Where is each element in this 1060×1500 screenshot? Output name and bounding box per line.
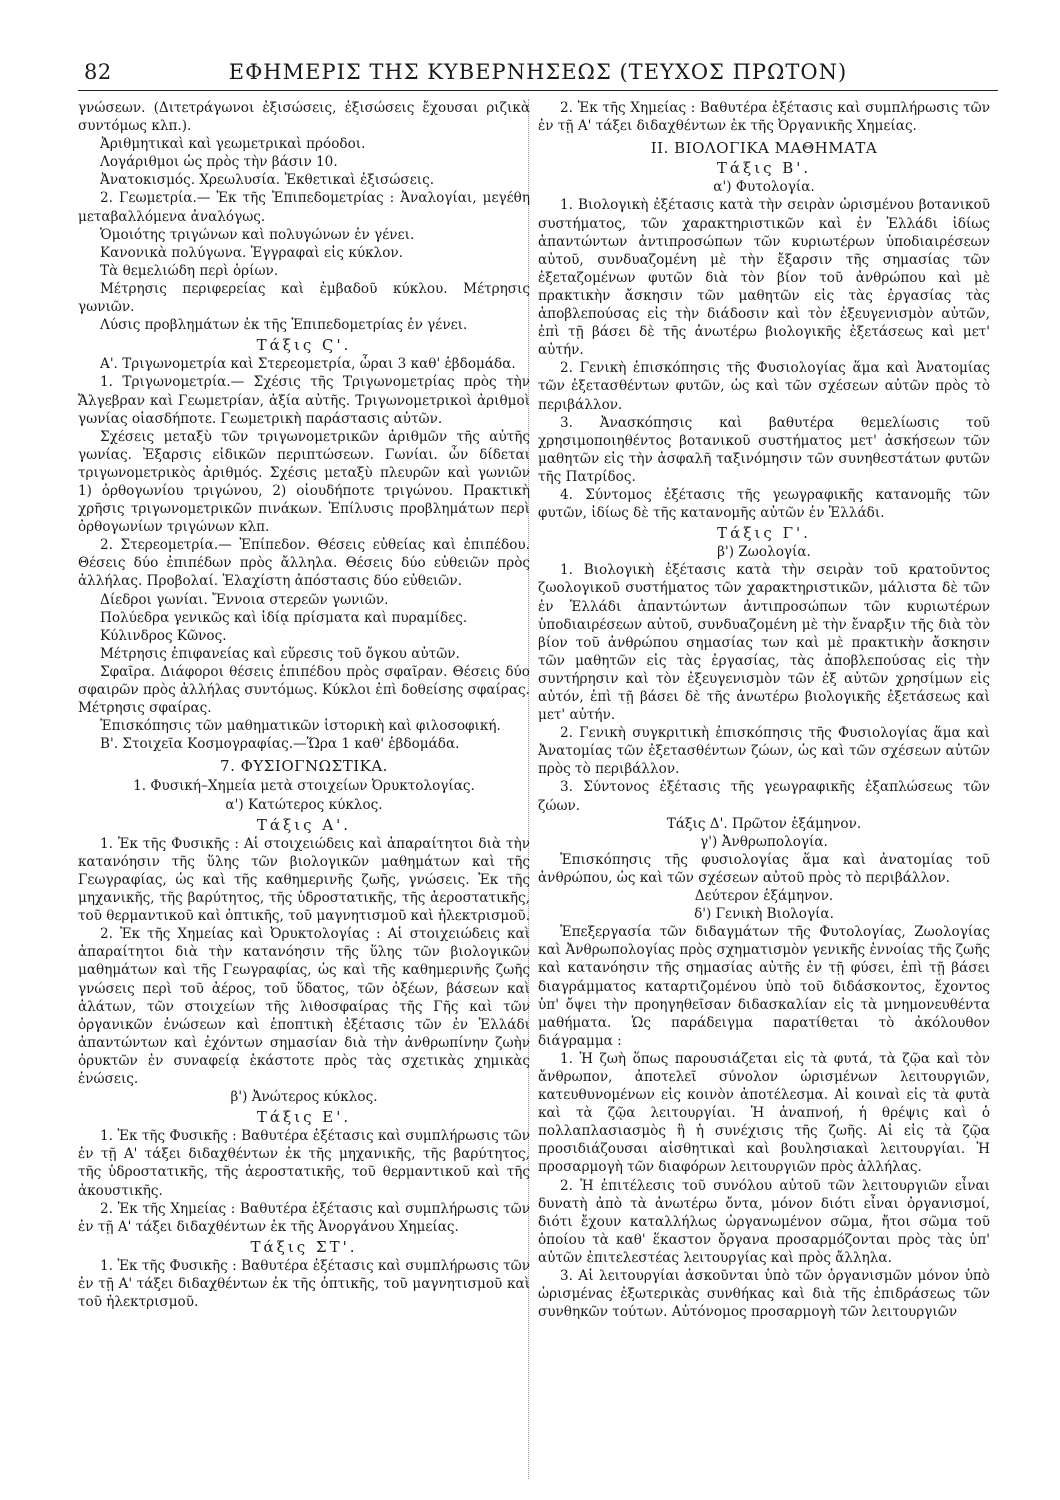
subject-heading: γ') Ἀνθρωπολογία. [700,833,828,850]
paragraph: 1. Βιολογικὴ ἐξέτασις κατὰ τὴν σειρὰν τοῦ κρατοῦντος ζωολογικοῦ συστήματος τῶν χαρακτηριστικῶν, μάλιστα δὲ τῶν ἐν Ἑλλάδι ἀπαντώντων ἀντιπροσώπων τῶν κυριωτέρων ὑποδιαιρέσεων αὐτοῦ, συνδυαζομένη μὲ τὴν ἔναρξιν τῆς διὰ τὸν βίον τοῦ ἀνθρώπου σημασίας των καὶ μὲ πρακτικὴν ἄσκησιν τῶν μαθητῶν εἰς τὰς ἐργασίας, τὰς ἀποβλεπούσας εἰς τὴν συντήρησιν καὶ τὸν ἐξευγενισμὸν τῶν ἐξ αὐτῶν χρησίμων εἰς αὐτόν, ἐπὶ τῇ βάσει δὲ τῆς ἀνωτέρω βιολογικῆς ἐξετάσεως καὶ μετ' αὐτήν. [538,562,990,724]
class-heading: Τάξις Γ'. [717,524,811,543]
paragraph: Τὰ θεμελιώδη περὶ ὁρίων. [100,262,279,279]
paragraph: Κύλινδρος Κῶνος. [100,627,227,644]
paragraph: Ἐπισκόπησις τῶν μαθηματικῶν ἱστορικὴ καὶ φιλοσοφική. [100,718,501,735]
paragraph: Α'. Τριγωνομετρία καὶ Στερεομετρία, ὧραι 3 καθ' ἑβδομάδα. [100,356,516,373]
paragraph: Β'. Στοιχεῖα Κοσμογραφίας.—Ὥρα 1 καθ' ἑβδομάδα. [100,736,460,753]
paragraph: Ἀριθμητικαὶ καὶ γεωμετρικαὶ πρόοδοι. [100,136,366,153]
subsection-heading: 1. Φυσική–Χημεία μετὰ στοιχείων Ὀρυκτολογίας. [133,778,475,795]
paragraph: 1. Ἐκ τῆς Φυσικῆς : Βαθυτέρα ἐξέτασις καὶ συμπλήρωσις τῶν ἐν τῇ Α' τάξει διδαχθέντων ἐκ τῆς μηχανικῆς, τῆς βαρύτητος, τῆς ὑδροστατικῆς, τῆς ἀεροστατικῆς, τοῦ θερμαντικοῦ καὶ τῆς ἀκουστικῆς. [78,1128,530,1199]
paragraph: γνώσεων. (Διτετράγωνοι ἐξισώσεις, ἐξισώσεις ἔχουσαι ριζικὰ συντόμως κλπ.). [78,100,530,135]
paragraph: 3. Ἀνασκόπησις καὶ βαθυτέρα θεμελίωσις τοῦ χρησιμοποιηθέντος βοτανικοῦ συστήματος μετ' ἀσκήσεων τῶν μαθητῶν εἰς τὴν ἀσφαλῆ ταξινόμησιν τῶν συνηθεστάτων φυτῶν τῆς Πατρίδος. [538,414,990,485]
paragraph: 2. Ἐκ τῆς Χημείας : Βαθυτέρα ἐξέτασις καὶ συμπλήρωσις τῶν ἐν τῇ Α' τάξει διδαχθέντων ἐκ τῆς Ὀργανικῆς Χημείας. [538,100,990,135]
cycle-heading: α') Κατώτερος κύκλος. [225,796,383,813]
paragraph: Ἐπεξεργασία τῶν διδαγμάτων τῆς Φυτολογίας, Ζωολογίας καὶ Ἀνθρωπολογίας πρὸς σχηματισμὸν γενικῆς ἐννοίας τῆς ζωῆς καὶ κατανόησιν τῆς σημασίας αὐτῆς ἐν τῇ φύσει, ἐπὶ τῇ βάσει διαγράμματος καταρτιζομένου ὑπὸ τοῦ διδάσκοντος, ἔχοντος ὑπ' ὄψει τὴν προηγηθεῖσαν διδασκαλίαν εἰς τὰ μνημονευθέντα μαθήματα. Ὡς παράδειγμα παρατίθεται τὸ ἀκόλουθον διάγραμμα : [538,924,990,1049]
paragraph: 2. Στερεομετρία.— Ἐπίπεδον. Θέσεις εὐθείας καὶ ἐπιπέδου. Θέσεις δύο ἐπιπέδων πρὸς ἄλληλα. Θέσεις δύο εὐθειῶν πρὸς ἀλλήλας. Προβολαί. Ἐλαχίστη ἀπόστασις δύο εὐθειῶν. [78,537,530,590]
running-title: ΕΦΗΜΕΡΙΣ ΤΗΣ ΚΥΒΕΡΝΗΣΕΩΣ (ΤΕΥΧΟΣ ΠΡΩΤΟΝ) [228,60,848,84]
section-heading: ΙΙ. ΒΙΟΛΟΓΙΚΑ ΜΑΘΗΜΑΤΑ [650,139,878,158]
paragraph: 1. Ἐκ τῆς Φυσικῆς : Αἱ στοιχειώδεις καὶ ἀπαραίτητοι διὰ τὴν κατανόησιν τῆς ὕλης τῶν βιολογικῶν μαθημάτων καὶ τῆς Γεωγραφίας, ὡς καὶ τῆς καθημερινῆς ζωῆς, γνώσεις. Ἐκ τῆς μηχανικῆς, τῆς βαρύτητος, τῆς ὑδροστατικῆς, τῆς ἀεροστατικῆς, τοῦ θερμαντικοῦ καὶ ὀπτικῆς, τοῦ μαγνητισμοῦ καὶ ἠλεκτρισμοῦ. [78,835,530,925]
class-heading: Τάξις ΣΤ'. [250,1237,358,1256]
paragraph: Κανονικὰ πολύγωνα. Ἐγγραφαὶ εἰς κύκλον. [100,244,403,261]
class-heading: Τάξις Ε'. [256,1108,352,1127]
paragraph: 1. Ἐκ τῆς Φυσικῆς : Βαθυτέρα ἐξέτασις καὶ συμπλήρωσις τῶν ἐν τῇ Α' τάξει διδαχθέντων ἐκ τῆς ὀπτικῆς, τοῦ μαγνητισμοῦ καὶ τοῦ ἠλεκτρισμοῦ. [78,1257,530,1311]
paragraph: Σχέσεις μεταξὺ τῶν τριγωνομετρικῶν ἀριθμῶν τῆς αὐτῆς γωνίας. Ἐξαρσις εἰδικῶν περιπτώσεων. Γωνίαι. ὧν δίδεται τριγωνομετρικὸς ἀριθμός. Σχέσις μεταξὺ πλευρῶν καὶ γωνιῶν 1) ὀρθογωνίου τριγώνου, 2) οἱουδήποτε τριγώνου. Πρακτικὴ χρῆσις τριγωνομετρικῶν πινάκων. Ἐπίλυσις προβλημάτων περὶ ὀρθογωνίων τριγώνων κλπ. [78,428,530,536]
subject-heading: β') Ζωολογία. [717,544,811,561]
paragraph: 2. Ἐκ τῆς Χημείας : Βαθυτέρα ἐξέτασις καὶ συμπλήρωσις τῶν ἐν τῇ Α' τάξει διδαχθέντων ἐκ τῆς Ἀνοργάνου Χημείας. [78,1200,530,1235]
paragraph: Μέτρησις ἐπιφανείας καὶ εὕρεσις τοῦ ὄγκου αὐτῶν. [100,645,460,662]
paragraph: 3. Αἱ λειτουργίαι ἀσκοῦνται ὑπὸ τῶν ὀργανισμῶν μόνον ὑπὸ ὡρισμένας ἐξωτερικὰς συνθήκας καὶ διὰ τῆς ἐπιδράσεως τῶν συνθηκῶν τούτων. Αὐτόνομος προσαρμογὴ τῶν λειτουργιῶν [538,1268,990,1321]
paragraph: Λύσις προβλημάτων ἐκ τῆς Ἐπιπεδομετρίας ἐν γένει. [100,317,468,334]
class-heading: Τάξις Α'. [256,815,352,834]
left-column [78,99,530,1479]
paragraph: Πολύεδρα γενικῶς καὶ ἰδίᾳ πρίσματα καὶ πυραμίδες. [100,609,468,626]
paragraph: 1. Βιολογικὴ ἐξέτασις κατὰ τὴν σειρὰν ὡρισμένου βοτανικοῦ συστήματος, τῶν χαρακτηριστικῶν καὶ ἐν Ἑλλάδι ἰδίως ἀπαντώντων ἀντιπροσώπων τῶν κυριωτέρων ὑποδιαιρέσεων αὐτοῦ, συνδυαζομένη μὲ τὴν ἔξαρσιν τῆς σημασίας τῶν ἐξεταζομένων φυτῶν διὰ τὸν βίον τοῦ ἀνθρώπου καὶ μὲ πρακτικὴν ἄσκησιν τῶν μαθητῶν εἰς τὰς ἐργασίας τὰς ἀποβλεπούσας εἰς τὴν διάδοσιν καὶ τὸν ἐξευγενισμὸν αὐτῶν, ἐπὶ τῇ βάσει δὲ τῆς ἀνωτέρω βιολογικῆς ἐξετάσεως καὶ μετ' αὐτήν. [538,197,990,359]
page-number: 82 [84,60,112,84]
paragraph: 2. Γενικὴ συγκριτικὴ ἐπισκόπησις τῆς Φυσιολογίας ἅμα καὶ Ἀνατομίας τῶν ἐξετασθέντων ζώων, ὡς καὶ τῶν σχέσεων αὐτῶν πρὸς τὸ περιβάλλον. [538,725,990,778]
paragraph: Σφαῖρα. Διάφοροι θέσεις ἐπιπέδου πρὸς σφαῖραν. Θέσεις δύο σφαιρῶν πρὸς ἀλλήλας συντόμως. Κύκλοι ἐπὶ δοθείσης σφαίρας. Μέτρησις σφαίρας. [78,663,530,717]
paragraph: 4. Σύντομος ἐξέτασις τῆς γεωγραφικῆς κατανομῆς τῶν φυτῶν, ἰδίως δὲ τῆς κατανομῆς αὐτῶν ἐν Ἑλλάδι. [538,486,990,522]
paragraph: 3. Σύντονος ἐξέτασις τῆς γεωγραφικῆς ἐξαπλώσεως τῶν ζώων. [538,779,990,814]
paragraph: Ὁμοιότης τριγώνων καὶ πολυγώνων ἐν γένει. [100,226,415,243]
paragraph: 2. Γεωμετρία.— Ἐκ τῆς Ἐπιπεδομετρίας : Ἀναλογίαι, μεγέθη μεταβαλλόμενα ἀναλόγως. [78,190,530,225]
right-column [538,99,990,1479]
cycle-heading: β') Ἀνώτερος κύκλος. [230,1089,378,1106]
class-heading: Τάξις Δ'. Πρῶτον ἑξάμηνον. [666,815,862,832]
paragraph: 1. Τριγωνομετρία.— Σχέσις τῆς Τριγωνομετρίας πρὸς τὴν Ἄλγεβραν καὶ Γεωμετρίαν, ἀξία αὐτῆς. Τριγωνομετρικοὶ ἀριθμοὶ γωνίας οἱασδήποτε. Γεωμετρικὴ παράστασις αὐτῶν. [78,374,530,427]
class-heading: Τάξις Ϛ'. [256,336,352,355]
paragraph: 1. Ἡ ζωὴ ὅπως παρουσιάζεται εἰς τὰ φυτά, τὰ ζῷα καὶ τὸν ἄνθρωπον, ἀποτελεῖ σύνολον ὡρισμένων λειτουργιῶν, κατευθυνομένων εἰς κοινὸν ἀποτέλεσμα. Αἱ κοιναὶ εἰς τὰ φυτὰ καὶ τὰ ζῷα λειτουργίαι. Ἡ ἀναπνοή, ἡ θρέψις καὶ ὁ πολλαπλασιασμὸς ἢ ἡ συνέχισις τῆς ζωῆς. Αἱ εἰς τὰ ζῷα προσιδιάζουσαι αἰσθητικαὶ καὶ βουλησιακαὶ λειτουργίαι. Ἡ προσαρμογὴ τῶν διαφόρων λειτουργιῶν πρὸς ἀλλήλας. [538,1050,990,1176]
paragraph: 2. Ἐκ τῆς Χημείας καὶ Ὀρυκτολογίας : Αἱ στοιχειώδεις καὶ ἀπαραίτητοι διὰ τὴν κατανόησιν τῆς ὕλης τῶν βιολογικῶν μαθημάτων καὶ τῆς Γεωγραφίας, ὡς καὶ τῆς καθημερινῆς ζωῆς γνώσεις περὶ τοῦ ἀέρος, τοῦ ὕδατος, τῶν ὀξέων, βάσεων καὶ ἁλάτων, τῶν στοιχείων τῆς λιθοσφαίρας τῆς Γῆς καὶ τῶν ὀργανικῶν ἐνώσεων καὶ ἐποπτικὴ ἐξέτασις τῶν ἐν Ἑλλάδι ἀπαντώντων καὶ ἐχόντων σημασίαν διὰ τὴν ἀνθρωπίνην ζωὴν ὀρυκτῶν ἐν συναφείᾳ ἑκάστοτε πρὸς τὰς σχετικὰς χημικὰς ἑνώσεις. [78,926,530,1087]
paragraph: 2. Ἡ ἐπιτέλεσις τοῦ συνόλου αὐτοῦ τῶν λειτουργιῶν εἶναι δυνατὴ ἀπὸ τὰ ἀνωτέρω ὄντα, μόνον διότι εἶναι ὀργανισμοί, διότι ἔχουν καταλλήλως ὠργανωμένον σῶμα, ἤτοι σῶμα τοῦ ὁποίου τὰ καθ' ἕκαστον ὄργανα προσαρμόζονται πρὸς τὰς ὑπ' αὐτῶν ἐπιτελεστέας λειτουργίας καὶ πρὸς ἄλληλα. [538,1177,990,1266]
subject-heading: α') Φυτολογία. [713,179,815,196]
paragraph: 2. Γενικὴ ἐπισκόπησις τῆς Φυσιολογίας ἅμα καὶ Ἀνατομίας τῶν ἐξετασθέντων φυτῶν, ὡς καὶ τῶν σχέσεων αὐτῶν πρὸς τὸ περιβάλλον. [538,360,990,413]
page-header [78,58,998,91]
paragraph: Ἐπισκόπησις τῆς φυσιολογίας ἅμα καὶ ἀνατομίας τοῦ ἀνθρώπου, ὡς καὶ τῶν σχέσεων αὐτοῦ πρὸς τὸ περιβάλλον. [538,851,990,886]
section-heading: 7. ΦΥΣΙΟΓΝΩΣΤΙΚΑ. [220,757,388,776]
paragraph: Μέτρησις περιφερείας καὶ ἐμβαδοῦ κύκλου. Μέτρησις γωνιῶν. [78,280,530,316]
class-heading: Τάξις Β'. [716,159,812,178]
paragraph: Δίεδροι γωνίαι. Ἔννοια στερεῶν γωνιῶν. [100,591,389,608]
semester-heading: Δεύτερον ἑξάμηνον. [694,888,834,905]
paragraph: Ἀνατοκισμός. Χρεωλυσία. Ἐκθετικαὶ ἐξισώσεις. [100,172,435,189]
paragraph: Λογάριθμοι ὡς πρὸς τὴν βάσιν 10. [100,154,338,171]
subject-heading: δ') Γενικὴ Βιολογία. [694,906,834,923]
